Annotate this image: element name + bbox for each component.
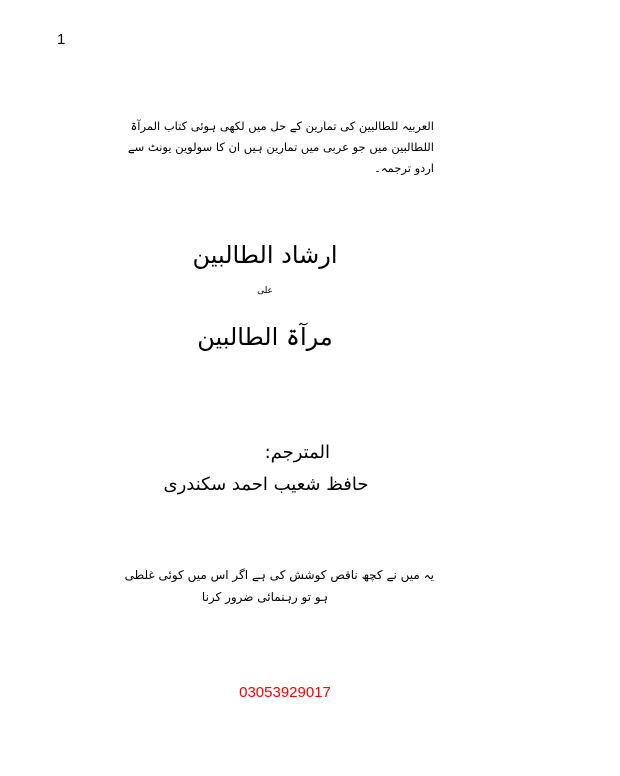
book-subtitle: مرآۃ الطالبین — [197, 323, 333, 351]
intro-line-1: العربیہ للطالبین کی تمارین کے حل میں لکھی ہوئی کتاب المرآۃ — [130, 119, 434, 133]
closing-line-1: یہ میں نے کچھ ناقص کوشش کی ہے اگر اس میں کوئی غلطی — [124, 568, 434, 582]
intro-line-2: اللطالبین میں جو عربی میں تمارین ہیں ان کا سولوین یونٹ سے — [127, 140, 434, 154]
title-connector: علی — [257, 286, 273, 296]
contact-phone: 03053929017 — [239, 684, 331, 701]
intro-line-3: اردو ترجمہ۔ — [374, 161, 434, 175]
translator-label: المترجم: — [264, 442, 330, 463]
book-title: ارشاد الطالبین — [192, 241, 338, 269]
closing-line-2: ہو تو رہنمائی ضرور کرنا — [201, 590, 329, 604]
closing-note — [96, 564, 434, 608]
intro-paragraph — [96, 116, 434, 179]
page-number: 1 — [57, 31, 66, 48]
translator-name: حافظ شعیب احمد سکندری — [163, 474, 369, 495]
